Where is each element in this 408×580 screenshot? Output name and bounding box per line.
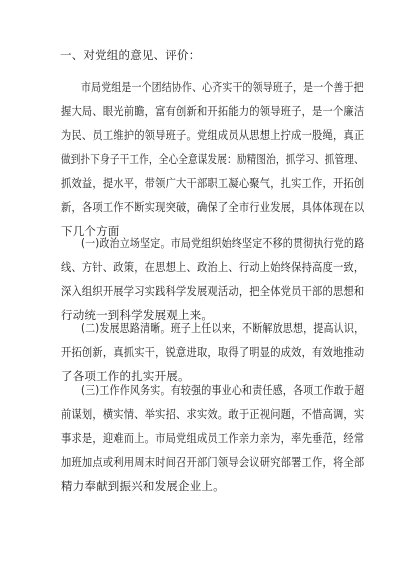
paragraph-line: 新，各项工作不断实现突破，确保了全市行业发展，具体体现在以 [61, 200, 365, 214]
paragraph-line: 为民、员工维护的领导班子。党组成员从思想上拧成一股绳，真正 [61, 128, 365, 142]
paragraph-line: 加班加点或利用周末时间召开部门领导会议研究部署工作，将全部 [61, 455, 365, 469]
paragraph-line: 事求是，迎难而上。市局党组成员工作亲力亲为，率先垂范，经常 [61, 431, 365, 445]
paragraph-line: 做到扑下身子干工作，全心全意谋发展：励精图治，抓学习、抓管理、 [61, 152, 364, 166]
section-heading: 一、对党组的意见、评价： [60, 48, 201, 62]
paragraph-line: 开拓创新，真抓实干，锐意进取，取得了明显的成效，有效地推动 [61, 345, 365, 359]
paragraph-line: 前谋划，横实情、举实招、求实效。敢于正视问题，不惜高调，实 [61, 407, 365, 421]
paragraph-line: 了各项工作的扎实开展。 [61, 369, 190, 383]
paragraph-line: 深入组织开展学习实践科学发展观活动，把全体党员干部的思想和 [61, 284, 365, 298]
paragraph-line: (一)政治立场坚定。市局党组织始终坚定不移的贯彻执行党的路 [81, 236, 365, 250]
paragraph-line: 抓效益，提水平，带领广大干部职工凝心聚气，扎实工作，开拓创 [61, 176, 365, 190]
paragraph-line: (二)发展思路清晰。班子上任以来，不断解放思想，提高认识， [81, 321, 365, 335]
paragraph-line: (三)工作作风务实。有较强的事业心和责任感，各项工作敢于超 [81, 383, 365, 397]
paragraph-line: 行动统一到科学发展观上来。 [61, 308, 214, 322]
paragraph-line: 握大局、眼光前瞻，富有创新和开拓能力的领导班子，是一个廉洁 [61, 104, 365, 118]
paragraph-line: 线、方针、政策，在思想上、政治上、行动上始终保持高度一致， [61, 260, 365, 274]
paragraph-line: 精力奉献到振兴和发展企业上。 [61, 479, 225, 493]
paragraph-line: 下几个方面 [61, 224, 120, 238]
paragraph-line: 市局党组是一个团结协作、心齐实干的领导班子，是一个善于把 [81, 80, 364, 94]
